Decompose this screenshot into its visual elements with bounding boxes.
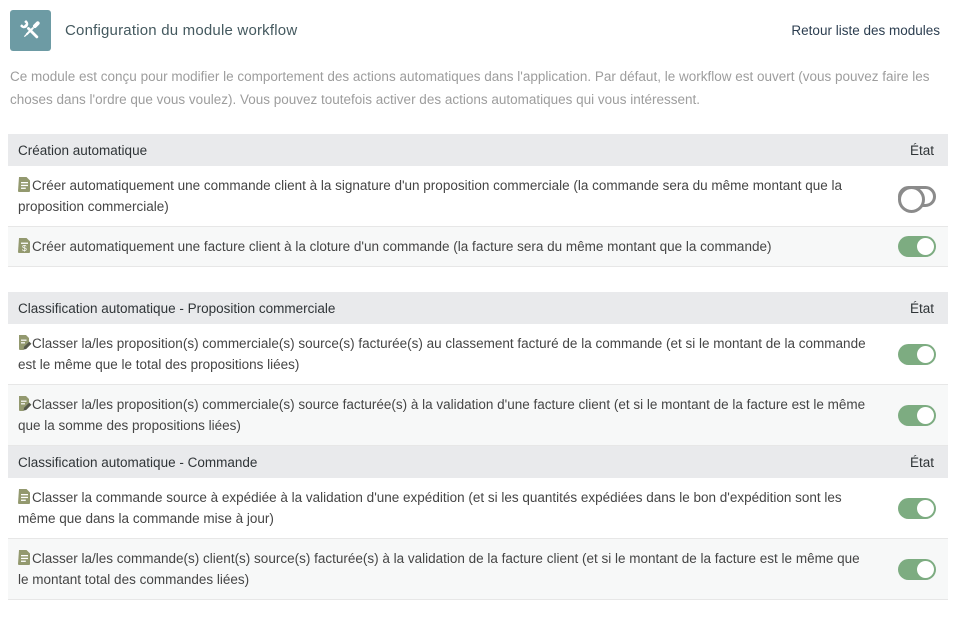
toggle-switch[interactable] [898,559,936,580]
section-header [8,292,948,324]
invoice-icon [18,489,31,504]
table-row [8,166,948,227]
toggle-switch[interactable] [898,405,936,426]
toggle-switch[interactable] [898,344,936,365]
table-row [8,539,948,600]
edit-document-icon [18,335,31,350]
row-label: Créer automatiquement une commande client à la signature d'un proposition commerciale (la commande sera du même montant que la proposition commerciale) [18,178,842,214]
table-row [8,385,948,446]
section-header [8,134,948,166]
section-header [8,446,948,478]
toggle-switch[interactable] [898,498,936,519]
section-title: Classification automatique - Commande [18,454,258,470]
table-row [8,227,948,267]
toggle-switch[interactable] [898,236,936,257]
section-title: Création automatique [18,142,148,158]
svg-text:$: $ [22,243,27,253]
table-row [8,478,948,539]
section-creation-automatique [8,134,948,267]
invoice-dollar-icon [18,238,31,253]
back-to-modules-link[interactable]: Retour liste des modules [791,23,940,38]
invoice-icon [18,177,31,192]
row-label: Créer automatiquement une facture client à la cloture d'un commande (la facture sera du même montant que la commande) [32,239,772,254]
edit-document-icon [18,396,31,411]
row-label: Classer la commande source à expédiée à la validation d'une expédition (et si les quantités expédiées dans le bon d'expédition sont les même que dans la commande mise à jour) [18,490,842,526]
state-column-label: État [909,454,934,470]
toggle-switch[interactable] [898,186,936,207]
tools-icon [10,10,51,51]
state-column-label: État [909,142,934,158]
state-column-label: État [909,300,934,316]
invoice-icon [18,550,31,565]
row-label: Classer la/les commande(s) client(s) source(s) facturée(s) à la validation de la facture client (et si le montant de la facture est le même que le montant total des commandes liées) [18,551,860,587]
section-classification-commande [8,446,948,600]
row-label: Classer la/les proposition(s) commerciale(s) source facturée(s) à la validation d'une facture client (et si le montant de la facture est le même que la somme des propositions liées) [18,397,866,433]
table-row [8,324,948,385]
settings-tables [8,134,948,600]
page-title: Configuration du module workflow [65,22,298,39]
page-header [0,0,956,51]
section-title: Classification automatique - Proposition commerciale [18,300,336,316]
section-classification-proposition [8,292,948,446]
row-label: Classer la/les proposition(s) commerciale(s) source(s) facturée(s) au classement facturé de la commande (et si le montant de la commande est le même que le total des propositions liées) [18,336,866,372]
module-description: Ce module est conçu pour modifier le comportement des actions automatiques dans l'application. Par défaut, le workflow est ouvert (vous pouvez faire les choses dans l'ordre que vous voulez). Vous pouvez toutefois activer des actions automatiques qui vous intéressent. [10,69,930,107]
